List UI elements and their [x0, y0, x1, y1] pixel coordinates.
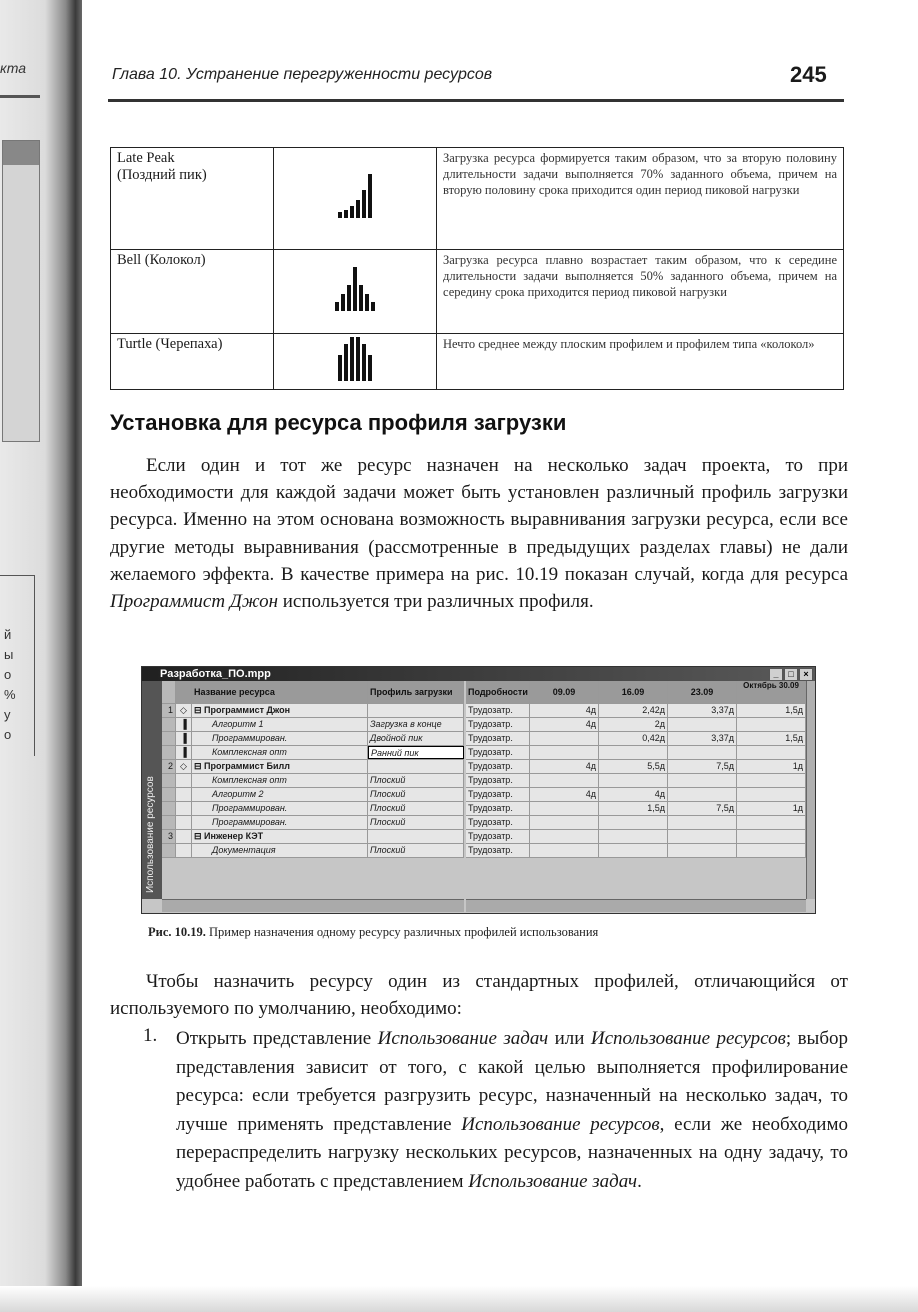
histogram-bar: [347, 285, 351, 311]
resource-name-cell[interactable]: Алгоритм 2: [192, 788, 368, 801]
histogram-bar: [365, 294, 369, 311]
row-id: [162, 746, 176, 759]
previous-page-letters: й ы о % у о: [4, 627, 16, 742]
histogram-bar: [344, 210, 348, 218]
maximize-icon[interactable]: □: [784, 668, 798, 681]
list-item-number: 1.: [143, 1025, 158, 1046]
ms-project-screenshot-figure: [141, 666, 816, 914]
vertical-scrollbar[interactable]: [806, 681, 815, 899]
profile-cell[interactable]: Плоский: [368, 844, 464, 857]
histogram-bar: [359, 285, 363, 311]
timephased-row: [466, 760, 806, 774]
work-value-cell[interactable]: 7,5д: [668, 802, 737, 815]
details-label: Трудозатр.: [466, 802, 530, 815]
row-id: [162, 816, 176, 829]
work-value-cell[interactable]: 2д: [599, 718, 668, 731]
histogram-bar: [338, 212, 342, 218]
section-heading: Установка для ресурса профиля загрузки: [110, 410, 567, 435]
work-value-cell[interactable]: [530, 746, 599, 759]
column-header-name[interactable]: Название ресурса: [192, 681, 368, 703]
histogram-bar: [350, 337, 354, 381]
date-column-header: Октябрь 30.09: [737, 681, 806, 703]
profile-cell[interactable]: Загрузка в конце: [368, 718, 464, 731]
work-value-cell[interactable]: 1д: [737, 760, 806, 773]
column-header-details[interactable]: Подробности: [466, 681, 530, 703]
work-value-cell[interactable]: [530, 844, 599, 857]
histogram-bar: [356, 200, 360, 218]
work-value-cell[interactable]: [530, 774, 599, 787]
row-indicator-icon: [176, 816, 192, 829]
work-value-cell[interactable]: [599, 816, 668, 829]
table-row[interactable]: [162, 760, 464, 774]
timephased-header-row: [466, 681, 806, 704]
resource-name-cell[interactable]: ⊟ Программист Билл: [192, 760, 368, 773]
work-value-cell[interactable]: [599, 774, 668, 787]
work-value-cell[interactable]: 4д: [530, 760, 599, 773]
profile-cell[interactable]: [368, 830, 464, 843]
work-value-cell[interactable]: 5,5д: [599, 760, 668, 773]
work-value-cell[interactable]: [668, 830, 737, 843]
row-indicator-icon: [176, 830, 192, 843]
late-peak-histogram-icon: [338, 174, 372, 218]
histogram-bar: [338, 355, 342, 381]
work-value-cell[interactable]: [668, 746, 737, 759]
details-label: Трудозатр.: [466, 746, 530, 759]
body-paragraph: Чтобы назначить ресурсу один из стандартных профилей, отличающийся от используемого по умолчанию, необходимо:: [110, 971, 848, 1020]
row-indicator-icon: [176, 802, 192, 815]
work-value-cell[interactable]: 1,5д: [737, 704, 806, 717]
table-row[interactable]: [162, 704, 464, 718]
timephased-row: [466, 746, 806, 760]
table-row: [111, 334, 844, 390]
timephased-grid: [466, 681, 806, 858]
profile-cell[interactable]: [368, 704, 464, 717]
profile-icon-cell: [274, 148, 437, 250]
histogram-bar: [368, 355, 372, 381]
work-value-cell[interactable]: [737, 774, 806, 787]
work-value-cell[interactable]: [599, 746, 668, 759]
histogram-bar: [353, 267, 357, 311]
details-label: Трудозатр.: [466, 830, 530, 843]
work-value-cell[interactable]: 1д: [737, 802, 806, 815]
details-label: Трудозатр.: [466, 732, 530, 745]
profile-cell[interactable]: Плоский: [368, 788, 464, 801]
resource-name-cell[interactable]: Программирован.: [192, 732, 368, 745]
table-row[interactable]: [162, 774, 464, 788]
work-value-cell[interactable]: [737, 816, 806, 829]
horizontal-scrollbar-left[interactable]: [162, 899, 464, 912]
resource-name-cell[interactable]: Комплексная опт: [192, 774, 368, 787]
resource-name-cell[interactable]: Комплексная опт: [192, 746, 368, 759]
profile-icon-cell: [274, 250, 437, 334]
row-id: [162, 844, 176, 857]
row-id: [162, 788, 176, 801]
profile-name-cell: Turtle (Черепаха): [111, 334, 274, 390]
details-label: Трудозатр.: [466, 844, 530, 857]
resource-name-cell[interactable]: ⊟ Инженер КЭТ: [192, 830, 368, 843]
column-header-profile[interactable]: Профиль загрузки: [368, 681, 464, 703]
table-row[interactable]: [162, 830, 464, 844]
horizontal-scrollbar-right[interactable]: [466, 899, 806, 912]
timephased-row: [466, 816, 806, 830]
work-value-cell[interactable]: [530, 816, 599, 829]
timephased-row: [466, 830, 806, 844]
work-value-cell[interactable]: [530, 830, 599, 843]
date-column-header: 16.09: [599, 681, 668, 703]
details-label: Трудозатр.: [466, 718, 530, 731]
body-paragraph: Если один и тот же ресурс назначен на несколько задач проекта, то при необходимости для каждой задачи может быть установлен различный профиль загрузки ресурса. Именно на этом основана возможность выравнивания загрузки ресурса, если все другие методы выравнивания (рассмотренные в предыдущих разделах главы) не дали желаемого эффекта. В качестве примера на рис. 10.19 показан случай, когда для ресурса Программист Джон используется три различных профиля.: [110, 455, 848, 613]
row-indicator-icon: ▐: [176, 746, 192, 759]
work-value-cell[interactable]: 4д: [599, 788, 668, 801]
timephased-row: [466, 802, 806, 816]
resource-name-cell[interactable]: Документация: [192, 844, 368, 857]
resource-name-cell[interactable]: Программирован.: [192, 802, 368, 815]
row-id: [162, 802, 176, 815]
grid-header-row: [162, 681, 464, 704]
info-column-header[interactable]: [176, 681, 192, 703]
work-value-cell[interactable]: [737, 830, 806, 843]
profile-cell[interactable]: Плоский: [368, 774, 464, 787]
table-row[interactable]: [162, 732, 464, 746]
row-indicator-icon: ▐: [176, 732, 192, 745]
work-value-cell[interactable]: [668, 816, 737, 829]
profiles-table: [110, 147, 844, 390]
work-value-cell[interactable]: [737, 746, 806, 759]
work-value-cell[interactable]: 3,37д: [668, 732, 737, 745]
window-title-bar: Разработка_ПО.mpp _ □ ×: [142, 667, 815, 681]
table-row: [111, 148, 844, 250]
work-value-cell[interactable]: 7,5д: [668, 760, 737, 773]
details-label: Трудозатр.: [466, 760, 530, 773]
profile-icon-cell: [274, 334, 437, 390]
row-id: 2: [162, 760, 176, 773]
work-value-cell[interactable]: 3,37д: [668, 704, 737, 717]
table-row[interactable]: [162, 816, 464, 830]
details-label: Трудозатр.: [466, 774, 530, 787]
work-value-cell[interactable]: [737, 718, 806, 731]
profile-description-cell: Нечто среднее между плоским профилем и профилем типа «колокол»: [437, 334, 844, 390]
table-row[interactable]: [162, 746, 464, 760]
work-value-cell[interactable]: 0,42д: [599, 732, 668, 745]
close-icon[interactable]: ×: [799, 668, 813, 681]
row-id: [162, 732, 176, 745]
profile-description-cell: Загрузка ресурса формируется таким образом, что за вторую половину длительности задачи выполняется 70% заданного объема, причем на вторую половину срока приходится один период пиковой нагрузки: [437, 148, 844, 250]
work-value-cell[interactable]: [668, 788, 737, 801]
profile-description-cell: Загрузка ресурса плавно возрастает таким образом, что к середине длительности задачи выполняется 50% заданного объема, причем на середину срока приходится период пиковой нагрузки: [437, 250, 844, 334]
histogram-bar: [341, 294, 345, 311]
work-value-cell[interactable]: 4д: [530, 704, 599, 717]
page-bottom-shadow: [0, 1286, 918, 1312]
work-value-cell[interactable]: 1,5д: [737, 732, 806, 745]
work-value-cell[interactable]: 4д: [530, 788, 599, 801]
work-value-cell[interactable]: 4д: [530, 718, 599, 731]
resource-name-cell[interactable]: Программирован.: [192, 816, 368, 829]
work-value-cell[interactable]: [599, 830, 668, 843]
histogram-bar: [356, 337, 360, 381]
resource-sheet-grid: [162, 681, 464, 858]
work-value-cell[interactable]: [668, 718, 737, 731]
profile-cell[interactable]: Плоский: [368, 802, 464, 815]
profile-cell[interactable]: Ранний пик: [368, 746, 464, 759]
histogram-bar: [344, 344, 348, 381]
date-column-header: 23.09: [668, 681, 737, 703]
histogram-bar: [368, 174, 372, 218]
histogram-bar: [350, 206, 354, 218]
table-row[interactable]: [162, 844, 464, 858]
histogram-bar: [362, 190, 366, 218]
row-indicator-icon: [176, 844, 192, 857]
work-value-cell[interactable]: [668, 774, 737, 787]
work-value-cell[interactable]: [668, 844, 737, 857]
profile-name-cell: Bell (Колокол): [111, 250, 274, 334]
bell-histogram-icon: [335, 267, 375, 311]
minimize-icon[interactable]: _: [769, 668, 783, 681]
previous-page-rule: [0, 95, 40, 98]
work-value-cell[interactable]: [737, 788, 806, 801]
row-id: 1: [162, 704, 176, 717]
timephased-row: [466, 704, 806, 718]
work-value-cell[interactable]: [530, 802, 599, 815]
histogram-bar: [371, 302, 375, 311]
row-indicator-icon: [176, 774, 192, 787]
histogram-bar: [362, 344, 366, 381]
row-indicator-icon: [176, 788, 192, 801]
timephased-row: [466, 788, 806, 802]
work-value-cell[interactable]: [530, 732, 599, 745]
figure-caption: Рис. 10.19. Пример назначения одному ресурсу различных профилей использования: [148, 925, 599, 939]
row-indicator-icon: ◇: [176, 704, 192, 717]
table-row: [111, 250, 844, 334]
view-bar-tab: Использование ресурсов: [142, 681, 162, 899]
work-value-cell[interactable]: 1,5д: [599, 802, 668, 815]
running-header: Глава 10. Устранение перегруженности ресурсов: [112, 66, 493, 83]
profile-cell[interactable]: Двойной пик: [368, 732, 464, 745]
work-value-cell[interactable]: [737, 844, 806, 857]
histogram-bar: [335, 302, 339, 311]
previous-page-window-fragment: [2, 140, 40, 442]
work-value-cell[interactable]: 2,42д: [599, 704, 668, 717]
timephased-row: [466, 732, 806, 746]
row-indicator-icon: ◇: [176, 760, 192, 773]
timephased-row: [466, 774, 806, 788]
timephased-row: [466, 718, 806, 732]
details-label: Трудозатр.: [466, 816, 530, 829]
table-row[interactable]: [162, 802, 464, 816]
page-number: 245: [790, 62, 827, 87]
resource-name-cell[interactable]: Алгоритм 1: [192, 718, 368, 731]
row-indicator-icon: ▐: [176, 718, 192, 731]
list-item: Открыть представление Использование задач или Использование ресурсов; выбор представления зависит от того, с какой целью выполняется профилирование ресурса: если требуется разгрузить ресурс, назначенный на несколько задач, то лучше применять представление Использование ресурсов, если же необходимо перераспределить нагрузку нескольких ресурсов, назначенных на одну задачу, то удобнее работать с представлением Использование задач.: [176, 1028, 848, 1192]
profile-cell[interactable]: Плоский: [368, 816, 464, 829]
table-row[interactable]: [162, 718, 464, 732]
turtle-histogram-icon: [338, 337, 372, 381]
previous-page-edge-text: кта: [0, 60, 27, 76]
details-label: Трудозатр.: [466, 704, 530, 717]
work-value-cell[interactable]: [599, 844, 668, 857]
table-row[interactable]: [162, 788, 464, 802]
date-column-header: 09.09: [530, 681, 599, 703]
profile-name-cell: Late Peak (Поздний пик): [111, 148, 274, 250]
timephased-row: [466, 844, 806, 858]
row-id: [162, 718, 176, 731]
row-id: [162, 774, 176, 787]
profile-cell[interactable]: [368, 760, 464, 773]
resource-name-cell[interactable]: ⊟ Программист Джон: [192, 704, 368, 717]
row-id: 3: [162, 830, 176, 843]
header-rule: [108, 99, 844, 102]
details-label: Трудозатр.: [466, 788, 530, 801]
